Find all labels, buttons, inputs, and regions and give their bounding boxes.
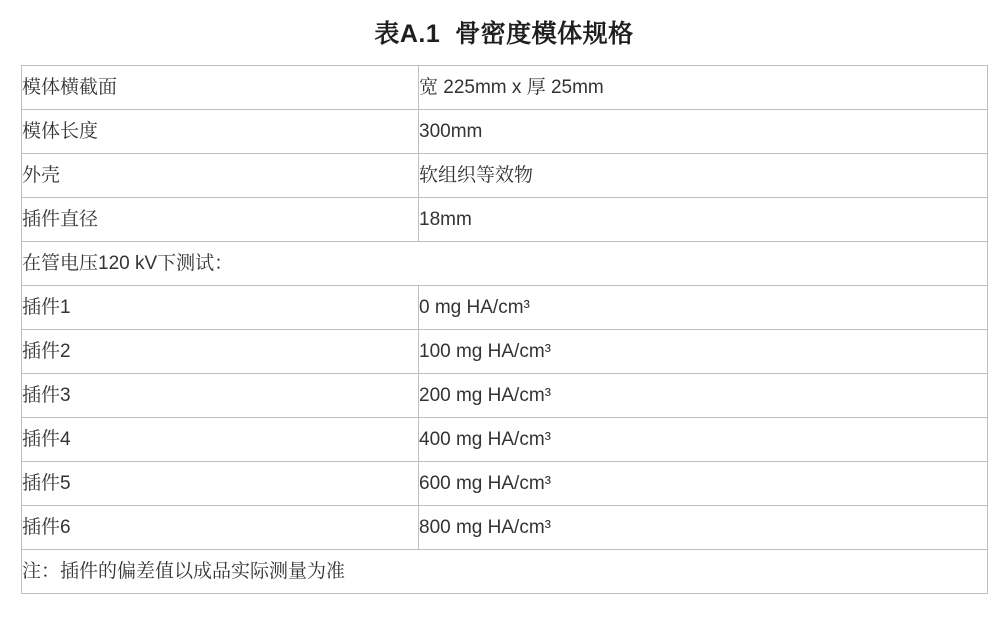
insert-row-2-label-cell: 插件2: [22, 330, 419, 374]
phantom-spec-table: [21, 65, 988, 594]
insert-row-6-label-cell: 插件6: [22, 506, 419, 550]
insert-row-6-value-cell: 800 mg HA/cm³: [419, 506, 988, 550]
spec-row-4-value-cell: 18mm: [419, 198, 988, 242]
section-header-cell: 在管电压120 kV下测试：: [22, 242, 988, 286]
spec-row-1-label-cell: 模体横截面: [22, 66, 419, 110]
insert-row-1-label-cell: 插件1: [22, 286, 419, 330]
insert-row-4-label-cell: 插件4: [22, 418, 419, 462]
table-row: [22, 286, 988, 330]
spec-row-3-label-cell: 外壳: [22, 154, 419, 198]
table-row: [22, 110, 988, 154]
table-row: [22, 418, 988, 462]
table-row: [22, 154, 988, 198]
phantom-spec-table-body: [22, 66, 988, 594]
table-row: [22, 374, 988, 418]
spec-row-4-label-cell: 插件直径: [22, 198, 419, 242]
table-row: [22, 462, 988, 506]
table-row: [22, 550, 988, 594]
insert-row-5-value-cell: 600 mg HA/cm³: [419, 462, 988, 506]
table-row: [22, 66, 988, 110]
spec-row-2-label-cell: 模体长度: [22, 110, 419, 154]
spec-row-3-value-cell: 软组织等效物: [419, 154, 988, 198]
table-row: [22, 242, 988, 286]
spec-row-1-value-cell: 宽 225mm x 厚 25mm: [419, 66, 988, 110]
spec-row-2-value-cell: 300mm: [419, 110, 988, 154]
table-row: [22, 506, 988, 550]
table-title: 表A.1 骨密度模体规格: [374, 20, 634, 48]
insert-row-4-value-cell: 400 mg HA/cm³: [419, 418, 988, 462]
insert-row-1-value-cell: 0 mg HA/cm³: [419, 286, 988, 330]
table-row: [22, 330, 988, 374]
insert-row-2-value-cell: 100 mg HA/cm³: [419, 330, 988, 374]
note-cell: 注：插件的偏差值以成品实际测量为准: [22, 550, 988, 594]
insert-row-3-value-cell: 200 mg HA/cm³: [419, 374, 988, 418]
insert-row-5-label-cell: 插件5: [22, 462, 419, 506]
table-row: [22, 198, 988, 242]
insert-row-3-label-cell: 插件3: [22, 374, 419, 418]
